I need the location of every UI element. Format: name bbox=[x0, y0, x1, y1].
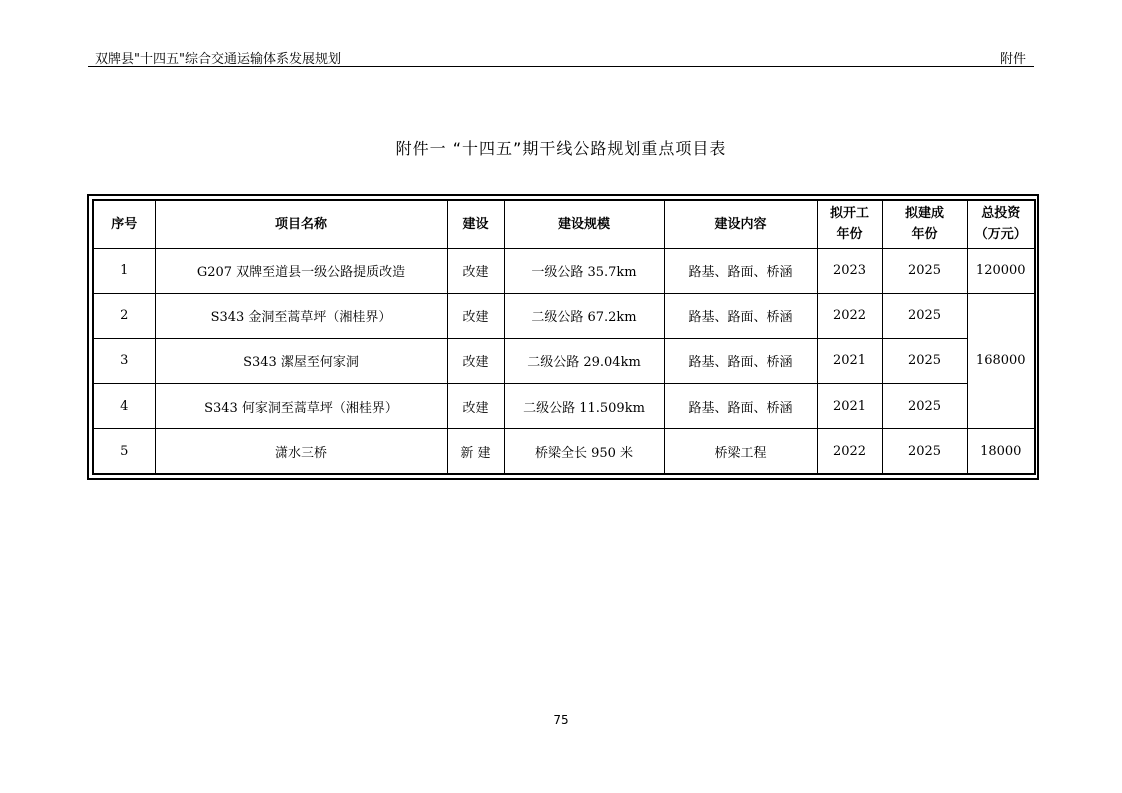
table-header-row bbox=[93, 200, 1035, 248]
col-header-type: 建设 bbox=[447, 200, 504, 248]
cell-start-year: 2021 bbox=[817, 338, 882, 383]
project-table bbox=[92, 199, 1036, 475]
cell-no: 5 bbox=[93, 429, 155, 474]
col-header-finish-year: 拟建成 年份 bbox=[882, 200, 967, 248]
cell-finish-year: 2025 bbox=[882, 384, 967, 429]
cell-no: 2 bbox=[93, 293, 155, 338]
cell-content: 路基、路面、桥涵 bbox=[664, 384, 817, 429]
cell-type: 改建 bbox=[447, 293, 504, 338]
cell-scale: 二级公路 11.509km bbox=[504, 384, 664, 429]
col-header-content: 建设内容 bbox=[664, 200, 817, 248]
cell-no: 1 bbox=[93, 248, 155, 293]
cell-start-year: 2022 bbox=[817, 429, 882, 474]
cell-name: S343 潔屋至何家洞 bbox=[155, 338, 447, 383]
col-header-investment: 总投资 （万元） bbox=[967, 200, 1035, 248]
table-row bbox=[93, 248, 1035, 293]
cell-content: 路基、路面、桥涵 bbox=[664, 248, 817, 293]
cell-scale: 二级公路 67.2km bbox=[504, 293, 664, 338]
col-header-scale: 建设规模 bbox=[504, 200, 664, 248]
cell-finish-year: 2025 bbox=[882, 248, 967, 293]
cell-no: 4 bbox=[93, 384, 155, 429]
cell-scale: 桥梁全长 950 米 bbox=[504, 429, 664, 474]
cell-investment: 120000 bbox=[967, 248, 1035, 293]
table-row bbox=[93, 293, 1035, 338]
page-title: 附件一 “十四五”期干线公路规划重点项目表 bbox=[395, 139, 727, 158]
cell-finish-year: 2025 bbox=[882, 338, 967, 383]
col-header-no: 序号 bbox=[93, 200, 155, 248]
cell-start-year: 2021 bbox=[817, 384, 882, 429]
cell-start-year: 2022 bbox=[817, 293, 882, 338]
page-number: 75 bbox=[553, 713, 569, 727]
table-row bbox=[93, 429, 1035, 474]
cell-type: 改建 bbox=[447, 384, 504, 429]
cell-start-year: 2023 bbox=[817, 248, 882, 293]
cell-type: 改建 bbox=[447, 338, 504, 383]
cell-investment-merged: 168000 bbox=[967, 293, 1035, 429]
cell-finish-year: 2025 bbox=[882, 293, 967, 338]
cell-type: 改建 bbox=[447, 248, 504, 293]
document-title: 双牌县"十四五"综合交通运输体系发展规划 bbox=[95, 52, 341, 67]
col-header-name: 项目名称 bbox=[155, 200, 447, 248]
cell-scale: 一级公路 35.7km bbox=[504, 248, 664, 293]
section-label: 附件 bbox=[999, 52, 1026, 67]
cell-name: 潇水三桥 bbox=[155, 429, 447, 474]
cell-scale: 二级公路 29.04km bbox=[504, 338, 664, 383]
cell-investment: 18000 bbox=[967, 429, 1035, 474]
table-row bbox=[93, 338, 1035, 383]
cell-finish-year: 2025 bbox=[882, 429, 967, 474]
table-row bbox=[93, 384, 1035, 429]
cell-name: S343 何家洞至蒿草坪（湘桂界） bbox=[155, 384, 447, 429]
cell-content: 路基、路面、桥涵 bbox=[664, 293, 817, 338]
cell-type: 新 建 bbox=[447, 429, 504, 474]
cell-content: 桥梁工程 bbox=[664, 429, 817, 474]
col-header-start-year: 拟开工 年份 bbox=[817, 200, 882, 248]
header-divider bbox=[88, 66, 1034, 67]
cell-no: 3 bbox=[93, 338, 155, 383]
cell-name: G207 双牌至道县一级公路提质改造 bbox=[155, 248, 447, 293]
project-table-frame bbox=[87, 194, 1039, 480]
cell-name: S343 金洞至蒿草坪（湘桂界） bbox=[155, 293, 447, 338]
cell-content: 路基、路面、桥涵 bbox=[664, 338, 817, 383]
